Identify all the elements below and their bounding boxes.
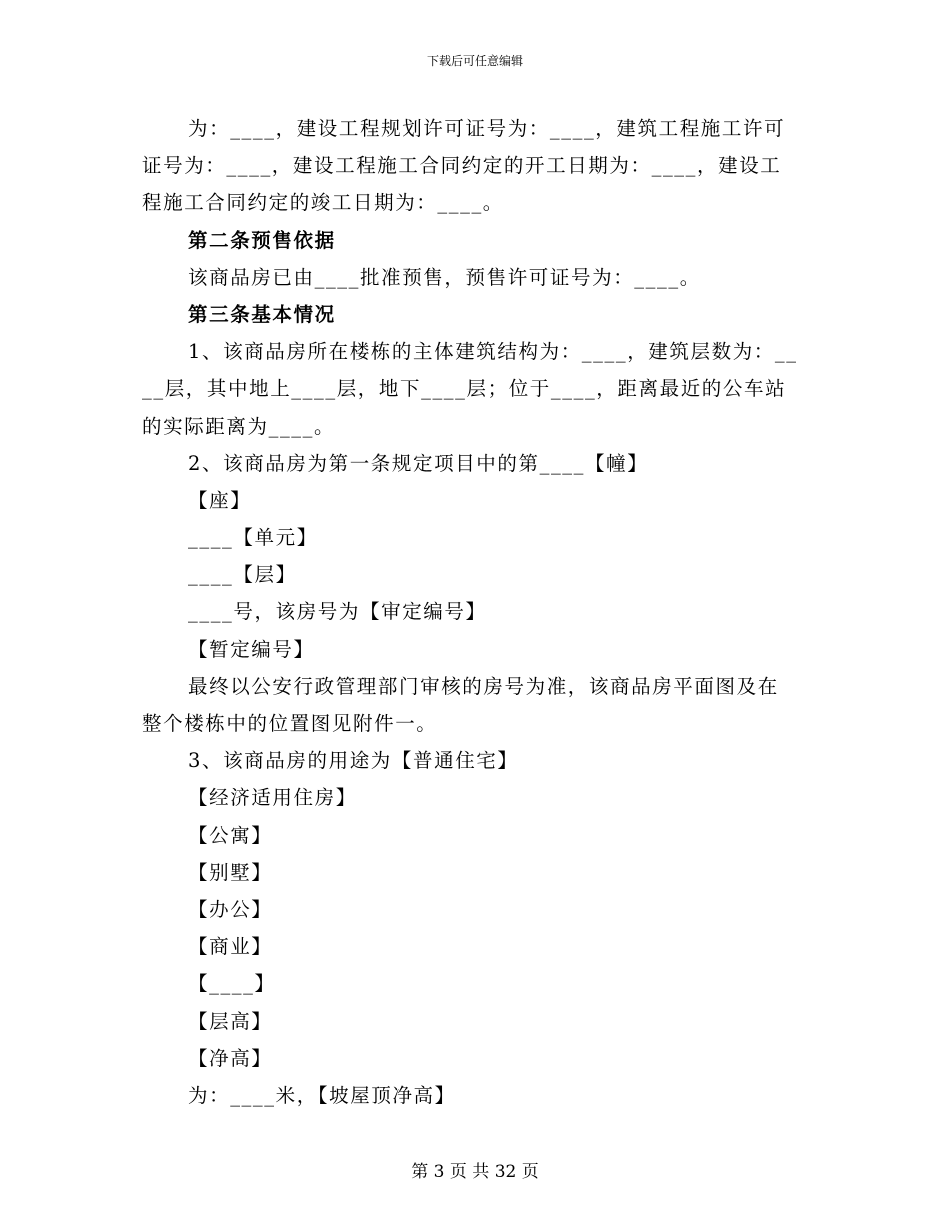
text-line: 【别墅】 — [188, 860, 273, 884]
text-line: 2、该商品房为第一条规定项目中的第____【幢】 — [188, 451, 649, 475]
text-line: 程施工合同约定的竣工日期为：____。 — [142, 191, 504, 215]
text-line: 该商品房已由____批准预售，预售许可证号为：____。 — [188, 265, 701, 289]
text-line: 3、该商品房的用途为【普通住宅】 — [188, 749, 519, 773]
text-line: 【座】 — [188, 488, 252, 512]
text-line: 【商业】 — [188, 935, 273, 959]
text-line: 1、该商品房所在楼栋的主体建筑结构为：____，建筑层数为：__ — [188, 340, 798, 364]
text-line: 【暂定编号】 — [188, 637, 315, 661]
text-line: 证号为：____，建设工程施工合同约定的开工日期为：____，建设工 — [142, 154, 782, 178]
text-line: 【净高】 — [188, 1046, 273, 1070]
text-line: ____【层】 — [188, 563, 297, 587]
text-line: 【办公】 — [188, 897, 273, 921]
text-line: 为：____米，【坡屋顶净高】 — [188, 1083, 456, 1107]
text-line: ____号，该房号为【审定编号】 — [188, 600, 487, 624]
text-line: 【经济适用住房】 — [188, 786, 357, 810]
section-heading: 第三条基本情况 — [188, 302, 336, 326]
text-line: 整个楼栋中的位置图见附件一。 — [142, 712, 438, 735]
text-line: ____【单元】 — [188, 526, 318, 550]
text-line: 【公寓】 — [188, 823, 273, 847]
text-line: 【____】 — [188, 972, 276, 996]
section-heading: 第二条预售依据 — [188, 228, 336, 252]
page-header: 下载后可任意编辑 — [426, 54, 523, 68]
text-line: __层，其中地上____层，地下____层；位于____，距离最近的公车站 — [142, 377, 787, 401]
text-line: 的实际距离为____。 — [142, 414, 336, 438]
text-line: 为：____，建设工程规划许可证号为：____，建筑工程施工许可 — [188, 117, 786, 140]
page-footer: 第 3 页 共 32 页 — [411, 1162, 539, 1182]
text-line: 【层高】 — [188, 1009, 273, 1033]
document-body — [142, 110, 808, 1114]
text-line: 最终以公安行政管理部门审核的房号为准，该商品房平面图及在 — [188, 674, 779, 698]
